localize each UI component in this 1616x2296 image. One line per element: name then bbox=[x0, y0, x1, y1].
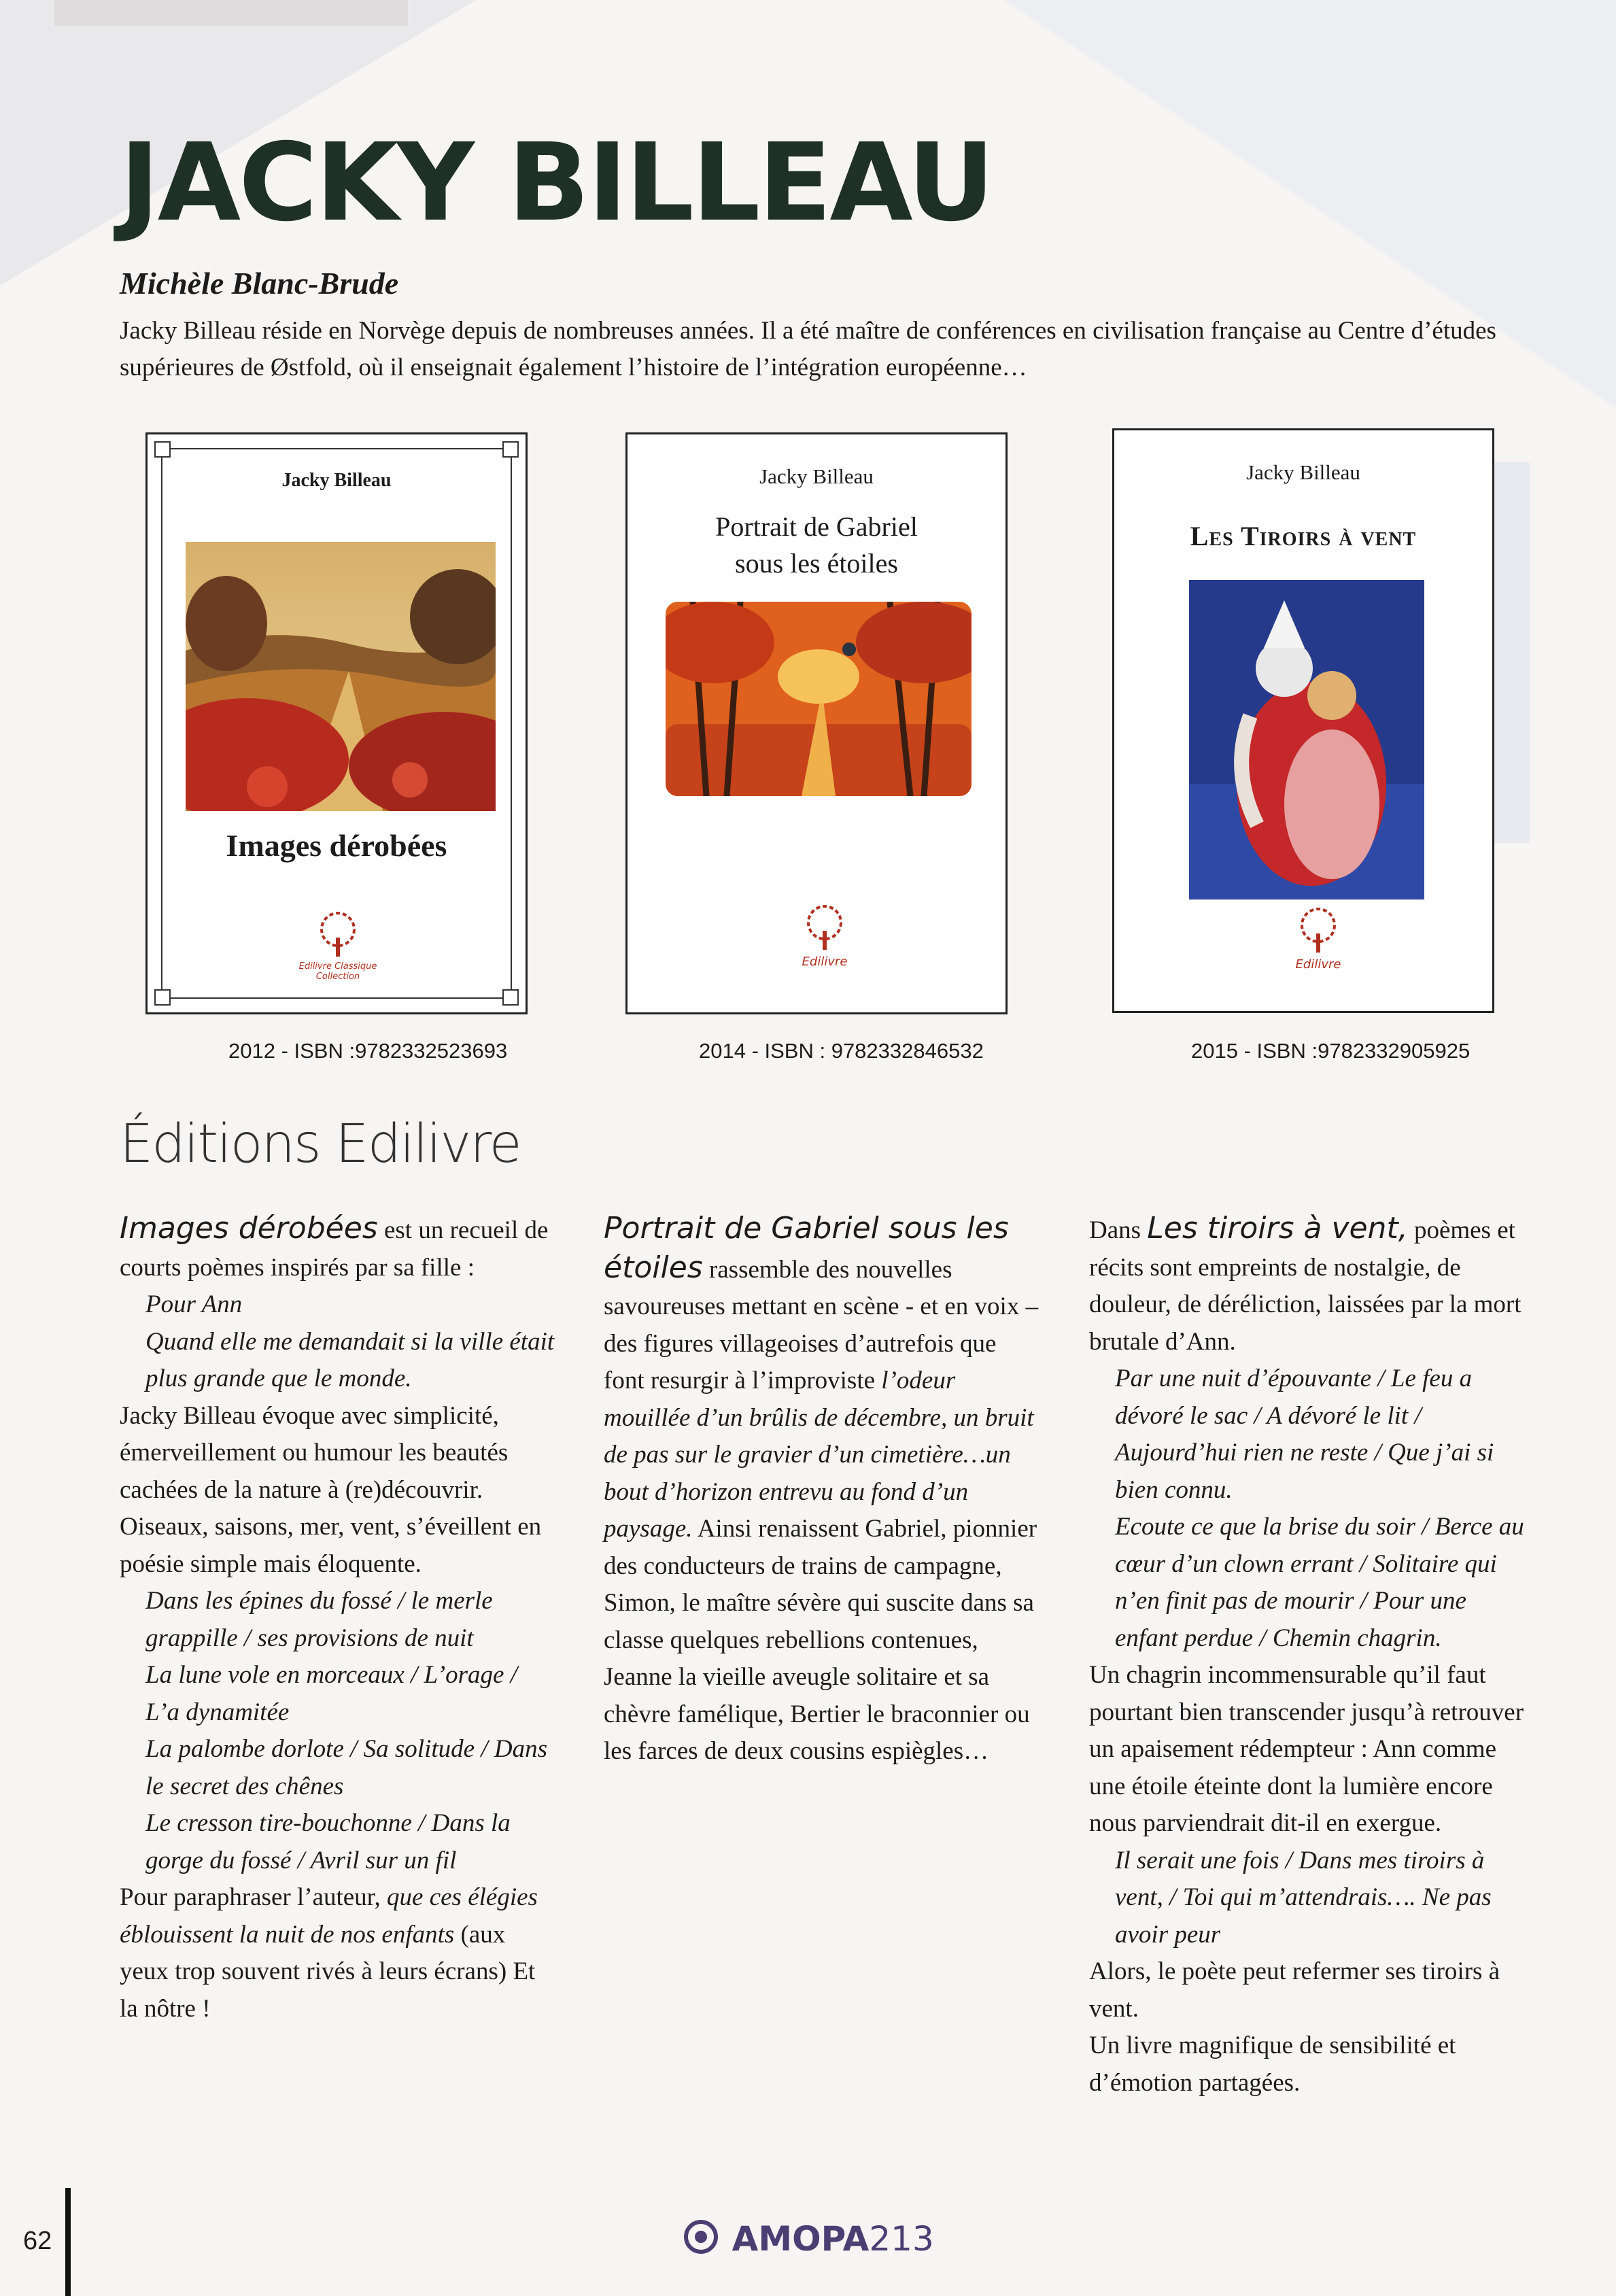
book-title-line-1: Portrait de Gabriel bbox=[715, 511, 918, 542]
book-author: Jacky Billeau bbox=[281, 470, 392, 491]
issue-number: 213 bbox=[869, 2219, 934, 2259]
frame-corner bbox=[154, 989, 171, 1006]
paragraph-text: Dans bbox=[1089, 1216, 1148, 1244]
edilivre-logo bbox=[1264, 906, 1373, 972]
paragraph bbox=[604, 1210, 1039, 1770]
verse: La palombe dorlote / Sa solitude / Dans le secret des chênes bbox=[145, 1735, 547, 1800]
paragraph-text: poèmes et récits sont empreints de nostalgie, de douleur, de déréliction, laissées par la mort brutale d’Ann. bbox=[1089, 1216, 1522, 1356]
verse: Ecoute ce que la brise du soir / Berce au cœur d’un clown errant / Solitaire qui n’en finit pas de mourir / Pour une enfant perdue / Chemin chagrin. bbox=[1115, 1513, 1524, 1652]
paragraph: Jacky Billeau évoque avec simplicité, émerveillement ou humour les beautés cachées de la nature à (re)découvrir. Oiseaux, saisons, mer, vent, s’éveillent en poésie simple mais éloquente. bbox=[120, 1401, 542, 1578]
book-title-lead: Images dérobées bbox=[120, 1211, 378, 1246]
article-author: Michèle Blanc-Brude bbox=[120, 266, 399, 301]
book-title-line-2: sous les étoiles bbox=[735, 548, 898, 579]
column-portrait-de-gabriel bbox=[604, 1210, 1039, 1770]
edilivre-logo bbox=[770, 904, 879, 969]
verse: Dans les épines du fossé / le merle grappille / ses provisions de nuit bbox=[145, 1587, 493, 1652]
verse: La lune vole en morceaux / L’orage / L’a dynamitée bbox=[145, 1661, 517, 1726]
frame-corner bbox=[502, 441, 519, 458]
verse: Il serait une fois / Dans mes tiroirs à vent, / Toi qui m’attendrais…. Ne pas avoir peur bbox=[1115, 1846, 1492, 1949]
quote-text: que ces élégies éblouissent la nuit de nos enfants bbox=[120, 1883, 538, 1949]
paragraph bbox=[120, 1879, 555, 2027]
magazine-name: AMOPA bbox=[732, 2219, 870, 2259]
book-title-lead: Les tiroirs à vent, bbox=[1147, 1211, 1408, 1246]
frame-corner bbox=[502, 989, 519, 1006]
book-cover-portrait-de-gabriel bbox=[625, 432, 1008, 1014]
cover-painting-clown bbox=[1189, 580, 1424, 899]
edilivre-logo bbox=[283, 910, 392, 982]
cover-painting-landscape bbox=[186, 542, 496, 811]
verse: Par une nuit d’épouvante / Le feu a dévoré le sac / A dévoré le lit / Aujourd’hui rien ne reste / Que j’ai si bien connu. bbox=[1115, 1365, 1494, 1504]
paragraph: Un livre magnifique de sensibilité et d’émotion partagées. bbox=[1089, 2032, 1456, 2097]
paragraph: Alors, le poète peut refermer ses tiroirs à vent. bbox=[1089, 1957, 1500, 2023]
book-author: Jacky Billeau bbox=[759, 464, 874, 488]
paragraph-text: Pour paraphraser l’auteur, bbox=[120, 1883, 388, 1911]
cover-painting-autumn-forest bbox=[666, 602, 972, 796]
verse: Le cresson tire-bouchonne / Dans la gorge du fossé / Avril sur un fil bbox=[145, 1809, 511, 1874]
amopa-emblem-icon bbox=[682, 2218, 720, 2256]
book-title: Les Tiroirs à vent bbox=[1190, 521, 1417, 551]
publisher-logo-text: Edilivre bbox=[1295, 957, 1341, 972]
edilivre-tree-icon bbox=[794, 904, 855, 951]
book-isbn: 2014 - ISBN : 9782332846532 bbox=[699, 1039, 984, 1063]
paragraph bbox=[1089, 1210, 1531, 1360]
publisher-logo-text: Edilivre bbox=[802, 955, 848, 969]
column-images-derobees bbox=[120, 1210, 555, 2027]
column-les-tiroirs-a-vent bbox=[1089, 1210, 1531, 2102]
verse: Quand elle me demandait si la ville était plus grande que le monde. bbox=[145, 1327, 555, 1392]
page-number: 62 bbox=[23, 2227, 52, 2255]
article-intro: Jacky Billeau réside en Norvège depuis de nombreuses années. Il a été maître de conférences en civilisation française au Centre d’études supérieures de Østfold, où il enseignait également l’histoire de l’intégration européenne… bbox=[120, 317, 1496, 381]
article-title: JACKY BILLEAU bbox=[120, 120, 993, 245]
book-author: Jacky Billeau bbox=[1246, 460, 1360, 484]
verse: Pour Ann bbox=[145, 1290, 243, 1318]
book-cover-les-tiroirs-a-vent bbox=[1112, 428, 1494, 1013]
edilivre-tree-icon bbox=[307, 910, 368, 958]
frame-corner bbox=[154, 441, 171, 458]
book-isbn: 2015 - ISBN :9782332905925 bbox=[1191, 1039, 1471, 1063]
book-title: Images dérobées bbox=[226, 828, 447, 863]
paragraph-text: (aux yeux trop souvent rivés à leurs écrans) Et la nôtre ! bbox=[120, 1920, 536, 2023]
book-title-lead: Portrait de Gabriel sous les étoiles bbox=[604, 1211, 1009, 1285]
paragraph bbox=[120, 1210, 555, 1286]
book-isbn: 2012 - ISBN :9782332523693 bbox=[228, 1039, 508, 1063]
quote-text: l’odeur mouillée d’un brûlis de décembre, un bruit de pas sur le gravier d’un cimetière…un bout d’horizon entrevu au fond d’un paysage. bbox=[604, 1367, 1034, 1543]
bg-top-banner bbox=[54, 0, 408, 26]
paragraph-text: est un recueil de courts poèmes inspirés par sa fille : bbox=[120, 1216, 549, 1282]
publisher-logo-text: Edilivre Classique Collection bbox=[298, 961, 377, 982]
paragraph-text: rassemble des nouvelles savoureuses mettant en scène - et en voix – des figures villageoises d’autrefois que font resurgir à l’improviste bbox=[604, 1255, 1039, 1394]
paragraph-text: Ainsi renaissent Gabriel, pionnier des conducteurs de trains de campagne, Simon, le maître sévère qui suscite dans sa classe quelques rebellions contenues, Jeanne la vieille aveugle solitaire et sa chèvre famélique, Bertier le braconnier ou les farces de deux cousins espiègles… bbox=[604, 1515, 1037, 1765]
magazine-footer bbox=[0, 2218, 1616, 2259]
edilivre-tree-icon bbox=[1288, 906, 1349, 954]
paragraph: Un chagrin incommensurable qu’il faut pourtant bien transcender jusqu’à retrouver un apaisement rédempteur : Ann comme une étoile éteinte dont la lumière encore nous parviendrait dit-il en exergue. bbox=[1089, 1661, 1524, 1837]
section-title: Éditions Edilivre bbox=[120, 1114, 521, 1175]
book-cover-images-derobees bbox=[145, 432, 528, 1014]
